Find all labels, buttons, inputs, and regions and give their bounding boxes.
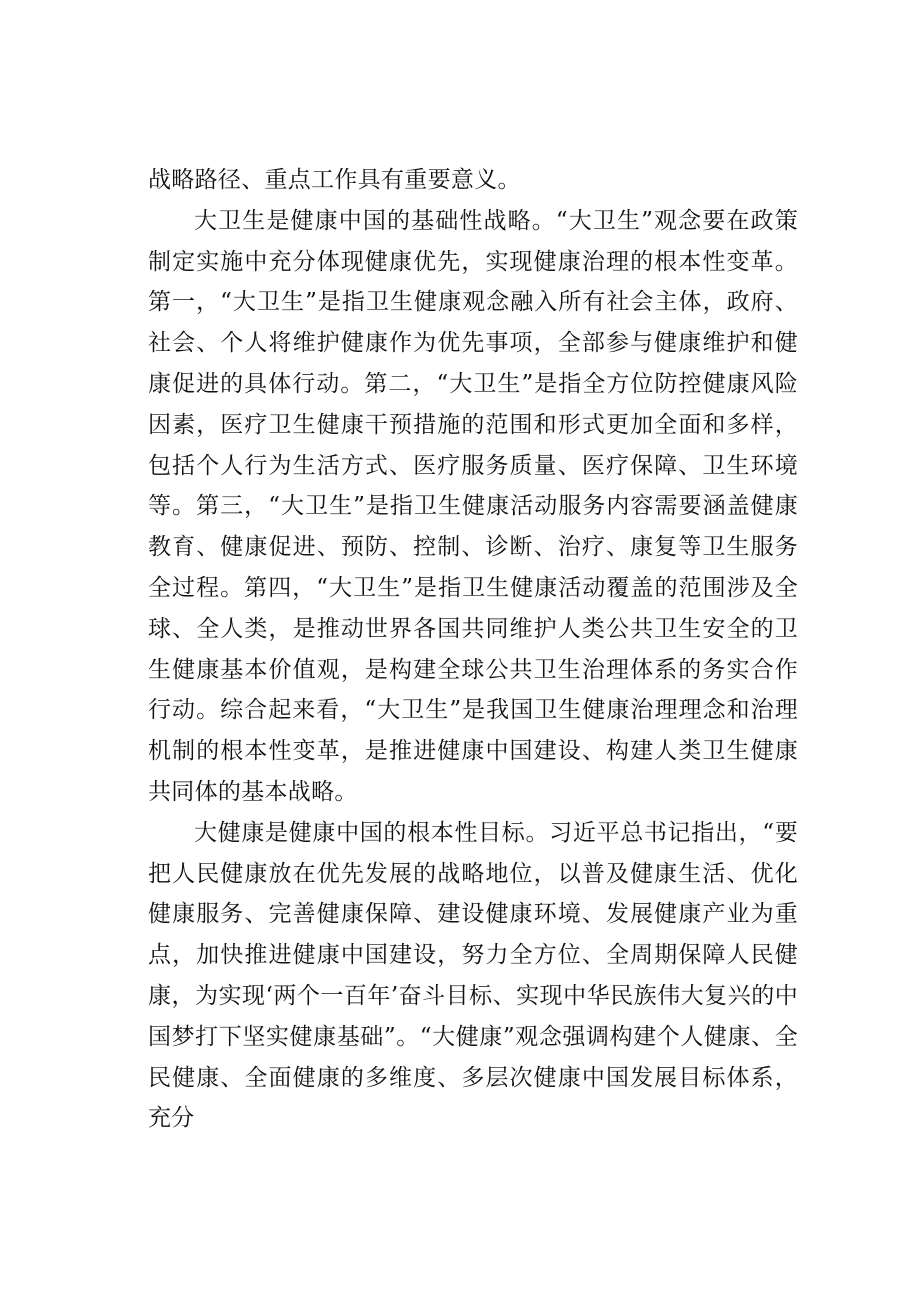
document-body [148,160,798,1139]
paragraph-3: 大健康是健康中国的根本性目标。习近平总书记指出，“要把人民健康放在优先发展的战略地位，以普及健康生活、优化健康服务、完善健康保障、建设健康环境、发展健康产业为重点，加快推进健康中国建设，努力全方位、全周期保障人民健康，为实现‘两个一百年’奋斗目标、实现中华民族伟大复兴的中国梦打下坚实健康基础”。“大健康”观念强调构建个人健康、全民健康、全面健康的多维度、多层次健康中国发展目标体系，充分 [148,819,798,1132]
paragraph-1: 战略路径、重点工作具有重要意义。 [148,167,521,193]
paragraph-2: 大卫生是健康中国的基础性战略。“大卫生”观念要在政策制定实施中充分体现健康优先，实现健康治理的根本性变革。第一，“大卫生”是指卫生健康观念融入所有社会主体，政府、社会、个人将维护健康作为优先事项，全部参与健康维护和健康促进的具体行动。第二，“大卫生”是指全方位防控健康风险因素，医疗卫生健康干预措施的范围和形式更加全面和多样，包括个人行为生活方式、医疗服务质量、医疗保障、卫生环境等。第三，“大卫生”是指卫生健康活动服务内容需要涵盖健康教育、健康促进、预防、控制、诊断、治疗、康复等卫生服务全过程。第四，“大卫生”是指卫生健康活动覆盖的范围涉及全球、全人类，是推动世界各国共同维护人类公共卫生安全的卫生健康基本价值观，是构建全球公共卫生治理体系的务实合作行动。综合起来看，“大卫生”是我国卫生健康治理理念和治理机制的根本性变革，是推进健康中国建设、构建人类卫生健康共同体的基本战略。 [148,207,798,805]
